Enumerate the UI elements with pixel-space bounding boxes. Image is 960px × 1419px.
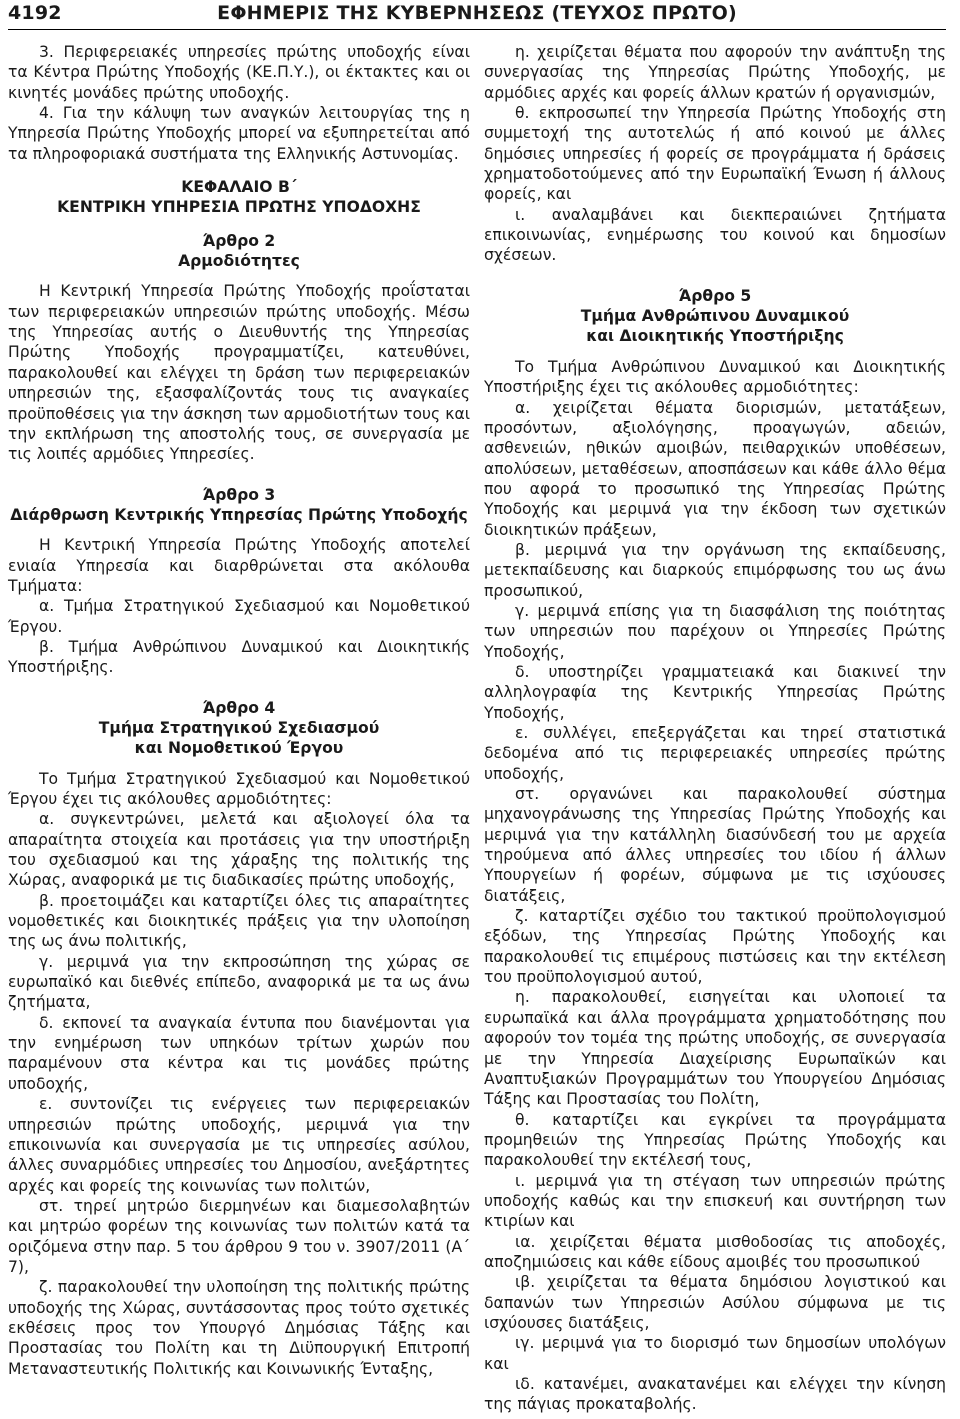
article-title: και Νομοθετικού Έργου bbox=[134, 739, 344, 758]
paragraph: Η Κεντρική Υπηρεσία Πρώτης Υποδοχής αποτελεί ενιαία Υπηρεσία και διαρθρώνεται στα ακόλουθα Τμήματα: bbox=[8, 536, 470, 595]
list-item: στ. οργανώνει και παρακολουθεί σύστημα μηχανογράνωσης της Υπηρεσίας Πρώτης Υποδοχής και μεριμνά για την κατάλληλη διασύνδεσή του με αρχεία τηρούμενα από άλλες υπηρεσίες του ιδίου ή άλλων Υπουργείων ή φορέων, σύμφωνα με τις ισχύουσες διατάξεις, bbox=[484, 785, 946, 905]
page-number: 4192 bbox=[8, 2, 62, 24]
list-item: η. παρακολουθεί, εισηγείται και υλοποιεί τα ευρωπαϊκά και άλλα προγράμματα χρηματοδότησης που αφορούν τον τομέα της πρώτης υποδοχής, σε συνεργασία με την Υπηρεσία Διαχείρισης Ευρωπαϊκών και Αναπτυξιακών Προγραμμάτων του Υπουργείου Δημόσιας Τάξης και Προστασίας του Πολίτη, bbox=[484, 988, 946, 1109]
chapter-title: ΚΕΝΤΡΙΚΗ ΥΠΗΡΕΣΙΑ ΠΡΩΤΗΣ ΥΠΟΔΟΧΗΣ bbox=[57, 198, 421, 217]
list-item: β. μεριμνά για την οργάνωση της εκπαίδευσης, μετεκπαίδευσης και διαρκούς επιμόρφωσης του ως άνω προσωπικού, bbox=[484, 540, 946, 600]
list-item: ε. συντονίζει τις ενέργειες των περιφερειακών υπηρεσιών πρώτης υποδοχής, μεριμνά για την επικοινωνία και συνεργασία με τις υπηρεσίες ασύλου, άλλες συναρμόδιες υπηρεσίες του Δημοσίου, ανεξάρτητες αρχές και φορείς της κοινωνίας των πολιτών, bbox=[8, 1095, 470, 1195]
article-title: Τμήμα Ανθρώπινου Δυναμικού bbox=[580, 307, 850, 326]
list-item: δ. εκπονεί τα αναγκαία έντυπα που διανέμονται για την ενημέρωση των υπηκόων τρίτων χωρών που παραμένουν στα κέντρα και τις μονάδες πρώτης υποδοχής, bbox=[8, 1013, 470, 1093]
chapter-heading: ΚΕΦΑΛΑΙΟ Β΄ bbox=[181, 178, 297, 197]
list-item: η. χειρίζεται θέματα που αφορούν την ανάπτυξη της συνεργασίας της Υπηρεσίας Πρώτης Υποδοχής, με αρμόδιες αρχές και φορείς άλλων κρατών ή οργανισμών, bbox=[484, 43, 946, 102]
paragraph: Η Κεντρική Υπηρεσία Πρώτης Υποδοχής προΐσταται των περιφερειακών υπηρεσιών πρώτης υποδοχής. Μέσω της Υπηρεσίας αυτής ο Διευθυντής της Υπηρεσίας Πρώτης Υποδοχής προγραμματίζει, κατευθύνει, παρακολουθεί και ελέγχει τη δράση των περιφερειακών υπηρεσιών της, εξασφαλίζοντάς τους τις αναγκαίες προϋποθέσεις για την άσκηση των αρμοδιοτήτων τους και την εκπλήρωση της αποστολής τους, σε συνεργασία με τις λοιπές αρμόδιες Υπηρεσίες. bbox=[8, 282, 470, 464]
list-item: γ. μεριμνά επίσης για τη διασφάλιση της ποιότητας των υπηρεσιών που παρέχουν οι Υπηρεσίες Πρώτης Υποδοχής, bbox=[484, 601, 946, 661]
left-column bbox=[8, 42, 470, 1415]
list-item: ζ. παρακολουθεί την υλοποίηση της πολιτικής πρώτης υποδοχής της Χώρας, συντάσσοντας προς τούτο σχετικές εκθέσεις προς τον Υπουργό Δημόσιας Τάξης και Προστασίας του Πολίτη και τη Διϋπουργική Επιτροπή Μεταναστευτικής Πολιτικής και Κοινωνικής Ένταξης, bbox=[8, 1278, 470, 1378]
article-title: Τμήμα Στρατηγικού Σχεδιασμού bbox=[98, 718, 380, 737]
list-item: ια. χειρίζεται θέματα μισθοδοσίας τις αποδοχές, αποζημιώσεις και κάθε είδους αμοιβές του προσωπικού bbox=[484, 1232, 946, 1271]
list-item: στ. τηρεί μητρώο διερμηνέων και διαμεσολαβητών και μητρώο φορέων της κοινωνίας των πολιτών κατά τα οριζόμενα στην παρ. 5 του άρθρου 9 του ν. 3907/2011 (Α΄ 7), bbox=[8, 1196, 470, 1276]
list-item: ι. αναλαμβάνει και διεκπεραιώνει ζητήματα επικοινωνίας, ενημέρωσης του κοινού και δημοσίων σχέσεων. bbox=[484, 205, 946, 265]
list-item: ιβ. χειρίζεται τα θέματα δημόσιου λογιστικού και δαπανών των Υπηρεσιών Ασύλου σύμφωνα με τις ισχύουσες διατάξεις, bbox=[484, 1273, 946, 1332]
list-item: θ. εκπροσωπεί την Υπηρεσία Πρώτης Υποδοχής στη συμμετοχή της αυτοτελώς ή από κοινού με άλλες δημόσιες υπηρεσίες ή φορείς σε προγράμματα ή δράσεις χρηματοδοτούμενες από την Ευρωπαϊκή Ένωση ή άλλους φορείς, και bbox=[484, 104, 946, 204]
list-item: γ. μεριμνά για την εκπροσώπηση της χώρας σε ευρωπαϊκό και διεθνές επίπεδο, αναφορικά με τα ως άνω ζητήματα, bbox=[8, 952, 470, 1012]
list-item: β. προετοιμάζει και καταρτίζει όλες τις απαραίτητες νομοθετικές και διοικητικές πράξεις για την υλοποίηση της ως άνω πολιτικής, bbox=[8, 891, 470, 951]
article-number: Άρθρο 2 bbox=[202, 231, 276, 250]
list-item: α. Τμήμα Στρατηγικού Σχεδιασμού και Νομοθετικού Έργου. bbox=[8, 597, 470, 636]
article-number: Άρθρο 4 bbox=[202, 698, 276, 717]
list-item: ζ. καταρτίζει σχέδιο του τακτικού προϋπολογισμού εξόδων, της Υπηρεσίας Πρώτης Υποδοχής και παρακολουθεί τις επιμέρους πιστώσεις και την εκτέλεση του προϋπολογισμού αυτού, bbox=[484, 907, 946, 987]
right-column bbox=[484, 42, 946, 1415]
list-item: ιδ. κατανέμει, ανακατανέμει και ελέγχει την κίνηση της πάγιας προκαταβολής. bbox=[484, 1375, 946, 1414]
gazette-title: ΕΦΗΜΕΡΙΣ ΤΗΣ ΚΥΒΕΡΝΗΣΕΩΣ (ΤΕΥΧΟΣ ΠΡΩΤΟ) bbox=[217, 2, 737, 24]
page-header bbox=[8, 0, 946, 30]
paragraph: 3. Περιφερειακές υπηρεσίες πρώτης υποδοχής είναι τα Κέντρα Πρώτης Υποδοχής (ΚΕ.Π.Υ.), οι έκτακτες και οι κινητές μονάδες πρώτης υποδοχής. bbox=[8, 43, 470, 102]
paragraph: Το Τμήμα Ανθρώπινου Δυναμικού και Διοικητικής Υποστήριξης έχει τις ακόλουθες αρμοδιότητες: bbox=[484, 357, 946, 397]
list-item: ε. συλλέγει, επεξεργάζεται και τηρεί στατιστικά δεδομένα από τις περιφερειακές υπηρεσίες πρώτης υποδοχής, bbox=[484, 724, 946, 783]
article-title: Διάρθρωση Κεντρικής Υπηρεσίας Πρώτης Υποδοχής bbox=[10, 505, 468, 524]
list-item: α. χειρίζεται θέματα διορισμών, μετατάξεων, προσόντων, αξιολόγησης, προαγωγών, αδειών, ασθενειών, ηθικών αμοιβών, πειθαρχικών υποθέσεων, απολύσεων, μεταθέσεων, αποσπάσεων και κάθε άλλο θέμα που αφορά το προσωπικό της Υπηρεσίας Πρώτης Υποδοχής και μεριμνά για την έκδοση των σχετικών διοικητικών πράξεων, bbox=[484, 398, 946, 539]
list-item: α. συγκεντρώνει, μελετά και αξιολογεί όλα τα απαραίτητα στοιχεία και προτάσεις για την υποστήριξη του σχεδιασμού και της χάραξης της πολιτικής της Χώρας, αναφορικά με τις διαδικασίες πρώτης υποδοχής, bbox=[8, 810, 470, 890]
article-title: Αρμοδιότητες bbox=[178, 252, 300, 271]
list-item: θ. καταρτίζει και εγκρίνει τα προγράμματα προμηθειών της Υπηρεσίας Πρώτης Υποδοχής και παρακολουθεί την εκτέλεσή τους, bbox=[484, 1110, 946, 1170]
list-item: ιγ. μεριμνά για το διορισμό των δημοσίων υπολόγων και bbox=[484, 1334, 946, 1373]
paragraph: 4. Για την κάλυψη των αναγκών λειτουργίας της η Υπηρεσία Πρώτης Υποδοχής μπορεί να εξυπηρετείται από τα πληροφοριακά συστήματα της Ελληνικής Αστυνομίας. bbox=[8, 104, 470, 163]
paragraph: Το Τμήμα Στρατηγικού Σχεδιασμού και Νομοθετικού Έργου έχει τις ακόλουθες αρμοδιότητες: bbox=[8, 769, 470, 808]
list-item: δ. υποστηρίζει γραμματειακά και διακινεί την αλληλογραφία της Κεντρικής Υπηρεσίας Πρώτης Υποδοχής, bbox=[484, 662, 946, 722]
list-item: ι. μεριμνά για τη στέγαση των υπηρεσιών πρώτης υποδοχής καθώς και την επισκευή και συντήρηση των κτιρίων και bbox=[484, 1171, 946, 1231]
article-title: και Διοικητικής Υποστήριξης bbox=[586, 327, 844, 346]
article-number: Άρθρο 5 bbox=[678, 286, 752, 305]
list-item: β. Τμήμα Ανθρώπινου Δυναμικού και Διοικητικής Υποστήριξης. bbox=[8, 637, 470, 677]
article-number: Άρθρο 3 bbox=[202, 485, 276, 504]
